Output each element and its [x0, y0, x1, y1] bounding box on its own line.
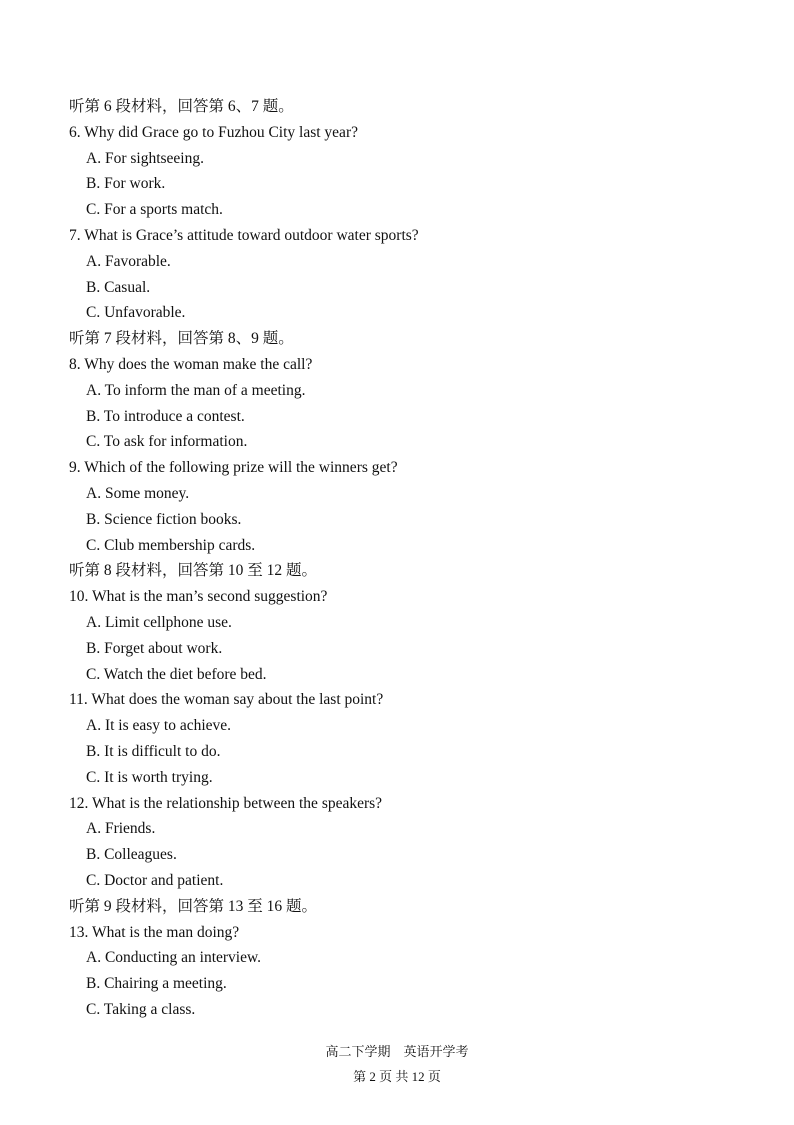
- option: C. Taking a class.: [86, 1000, 196, 1018]
- question-7: 7. What is Grace’s attitude toward outdoor water sports?: [69, 226, 419, 244]
- section-instruction: 听第 8 段材料，回答第 10 至 12 题。: [69, 562, 318, 580]
- option: A. It is easy to achieve.: [86, 717, 232, 735]
- option: B. It is difficult to do.: [86, 742, 221, 760]
- section-instruction: 听第 9 段材料，回答第 13 至 16 题。: [69, 897, 318, 915]
- question-8: 8. Why does the woman make the call?: [69, 355, 313, 373]
- question-12: 12. What is the relationship between the speakers?: [69, 794, 383, 812]
- question-13: 13. What is the man doing?: [69, 923, 240, 941]
- footer-page-number: 第 2 页 共 12 页: [353, 1069, 441, 1084]
- question-10: 10. What is the man’s second suggestion?: [69, 588, 328, 606]
- option: A. Limit cellphone use.: [86, 613, 232, 631]
- option: C. Watch the diet before bed.: [86, 665, 267, 683]
- option: C. To ask for information.: [86, 433, 248, 451]
- option: C. Unfavorable.: [86, 304, 186, 322]
- option: A. Friends.: [86, 820, 156, 838]
- listening-questions: [69, 94, 729, 1023]
- option: A. Some money.: [86, 484, 190, 502]
- option: B. To introduce a contest.: [86, 407, 245, 425]
- footer-exam-name: 高二下学期 英语开学考: [325, 1044, 469, 1059]
- option: A. For sightseeing.: [86, 149, 204, 167]
- option: A. Conducting an interview.: [86, 949, 262, 967]
- section-instruction: 听第 6 段材料，回答第 6、7 题。: [69, 98, 294, 115]
- option: C. It is worth trying.: [86, 768, 213, 786]
- option: B. Casual.: [86, 278, 151, 296]
- option: A. Favorable.: [86, 252, 171, 270]
- question-9: 9. Which of the following prize will the winners get?: [69, 459, 398, 477]
- option: B. Science fiction books.: [86, 510, 242, 528]
- option: B. Chairing a meeting.: [86, 975, 227, 993]
- option: A. To inform the man of a meeting.: [86, 381, 306, 399]
- question-6: 6. Why did Grace go to Fuzhou City last year?: [69, 123, 358, 141]
- option: C. Doctor and patient.: [86, 871, 224, 889]
- option: C. Club membership cards.: [86, 536, 256, 554]
- option: B. Forget about work.: [86, 639, 223, 657]
- option: C. For a sports match.: [86, 201, 223, 219]
- option: B. For work.: [86, 175, 166, 193]
- option: B. Colleagues.: [86, 846, 177, 864]
- question-11: 11. What does the woman say about the last point?: [69, 691, 384, 709]
- section-instruction: 听第 7 段材料，回答第 8、9 题。: [69, 330, 294, 348]
